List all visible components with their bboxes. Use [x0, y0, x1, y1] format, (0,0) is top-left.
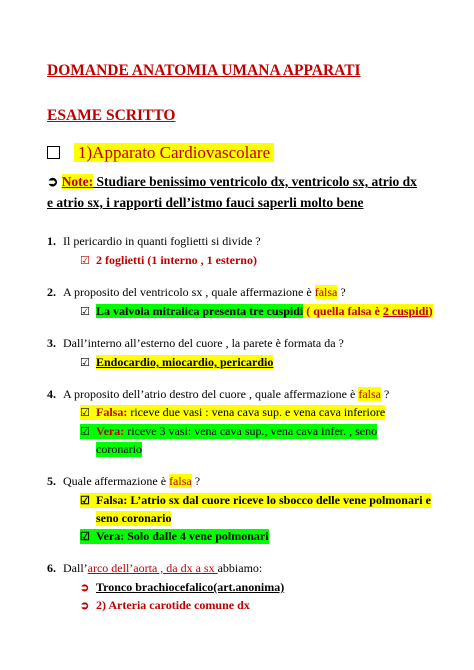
answer-4a: ☑ Falsa: riceve due vasi : vena cava sup. e vena cava inferiore: [80, 405, 386, 419]
section-heading: 1)Apparato Cardiovascolare: [47, 143, 274, 163]
check-icon: ☑: [80, 531, 90, 543]
question-3: 3. Dall’interno all’esterno del cuore , la parete è formata da ?: [47, 336, 344, 350]
question-6: 6. Dall’arco dell’aorta , da dx a sx abbiamo:: [47, 561, 263, 575]
answer-6b: ➲ 2) Arteria carotide comune dx: [80, 598, 250, 612]
answer-4b: ☑ Vera: riceve 3 vasi: vena cava sup., vena cava infer. , seno: [80, 424, 378, 438]
check-icon: ☑: [80, 407, 90, 419]
check-icon: ☑: [80, 495, 90, 507]
answer-1: ☑ 2 foglietti (1 interno , 1 esterno): [80, 253, 257, 267]
check-icon: ☑: [80, 426, 90, 438]
note-paragraph: ➲ Note: Studiare benissimo ventricolo dx, ventricolo sx, atrio dx e atrio sx, i rapporti dell’istmo fauci saperli molto bene: [47, 174, 417, 210]
answer-4b-cont: coronario: [96, 442, 142, 456]
answer-2: ☑ La valvola mitralica presenta tre cuspidi ( quella falsa è 2 cuspidi): [80, 304, 433, 318]
arrow-icon: ➲: [80, 600, 90, 612]
answer-5b: ☑ Vera: Solo dalle 4 vene polmonari: [80, 529, 269, 543]
note-label: Note:: [61, 174, 94, 189]
check-icon: ☑: [80, 306, 90, 318]
answer-5a-cont: seno coronario: [96, 511, 172, 525]
title-sub: ESAME SCRITTO: [47, 107, 176, 124]
title-main: DOMANDE ANATOMIA UMANA APPARATI: [47, 62, 361, 79]
answer-3: ☑ Endocardio, miocardio, pericardio: [80, 355, 274, 369]
question-2: 2. A proposito del ventricolo sx , quale affermazione è falsa ?: [47, 285, 346, 299]
answer-5a: ☑ Falsa: L’atrio sx dal cuore riceve lo sbocco delle vene polmonari e: [80, 493, 431, 507]
arrow-icon: ➲: [47, 174, 59, 189]
question-4: 4. A proposito dell’atrio destro del cuore , quale affermazione è falsa ?: [47, 387, 390, 401]
question-1: 1. Il pericardio in quanti foglietti si divide ?: [47, 234, 261, 248]
question-5: 5. Quale affermazione è falsa ?: [47, 474, 201, 488]
checkbox-square-icon: [47, 146, 60, 159]
answer-6a: ➲ Tronco brachiocefalico(art.anonima): [80, 580, 285, 594]
check-icon: ☑: [80, 357, 90, 369]
arrow-icon: ➲: [80, 582, 90, 594]
check-icon: ☑: [80, 255, 90, 267]
